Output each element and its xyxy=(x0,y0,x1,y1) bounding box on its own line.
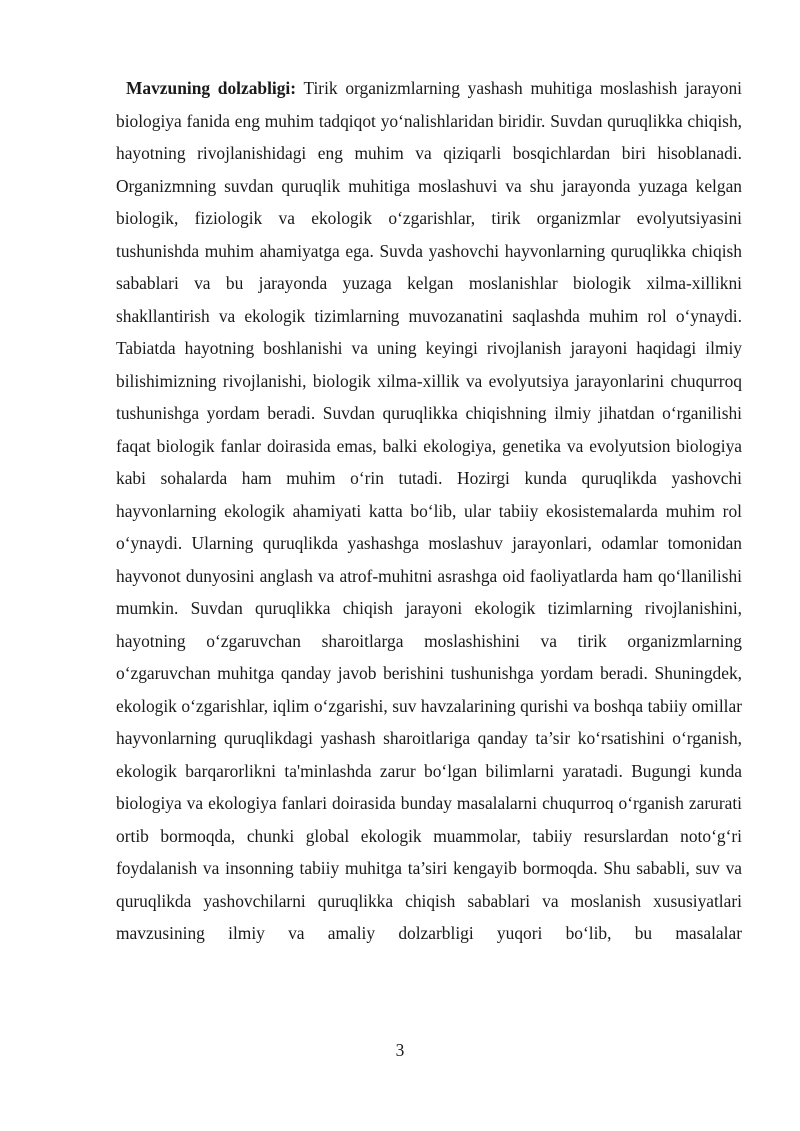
section-lead: Mavzuning dolzabligi: xyxy=(126,78,297,98)
body-paragraph xyxy=(116,72,742,950)
page-number: 3 xyxy=(395,1040,405,1060)
paragraph-text: Tirik organizmlarning yashash muhitiga moslashish jarayoni biologiya fanida eng muhim tadqiqot yo‘nalishlaridan biridir. Suvdan quruqlikka chiqish, hayotning rivojlanishidagi eng muhim va qiziqarli bosqichlardan biri hisoblanadi. Organizmning suvdan quruqlik muhitiga moslashuvi va shu jarayonda yuzaga kelgan biologik, fiziologik va ekologik o‘zgarishlar, tirik organizmlar evolyutsiyasini tushunishda muhim ahamiyatga ega. Suvda yashovchi hayvonlarning quruqlikka chiqish sabablari va bu jarayonda yuzaga kelgan moslanishlar biologik xilma-xillikni shakllantirish va ekologik tizimlarning muvozanatini saqlashda muhim rol o‘ynaydi. Tabiatda hayotning boshlanishi va uning keyingi rivojlanish jarayoni haqidagi ilmiy bilishimizning rivojlanishi, biologik xilma-xillik va evolyutsiya jarayonlarini chuqurroq tushunishga yordam beradi. Suvdan quruqlikka chiqishning ilmiy jihatdan o‘rganilishi faqat biologik fanlar doirasida emas, balki ekologiya, genetika va evolyutsion biologiya kabi sohalarda ham muhim o‘rin tutadi. Hozirgi kunda quruqlikda yashovchi hayvonlarning ekologik ahamiyati katta bo‘lib, ular tabiiy ekosistemalarda muhim rol o‘ynaydi. Ularning quruqlikda yashashga moslashuv jarayonlari, odamlar tomonidan hayvonot dunyosini anglash va atrof-muhitni asrashga oid faoliyatlarda ham qo‘llanilishi mumkin. Suvdan quruqlikka chiqish jarayoni ekologik tizimlarning rivojlanishini, hayotning o‘zgaruvchan sharoitlarga moslashishini va tirik organizmlarning o‘zgaruvchan muhitga qanday javob berishini tushunishga yordam beradi. Shuningdek, ekologik o‘zgarishlar, iqlim o‘zgarishi, suv havzalarining qurishi va boshqa tabiiy omillar hayvonlarning quruqlikdagi yashash sharoitlariga qanday ta’sir ko‘rsatishini o‘rganish, ekologik barqarorlikni ta'minlashda zarur bo‘lgan bilimlarni yaratadi. Bugungi kunda biologiya va ekologiya fanlari doirasida bunday masalalarni chuqurroq o‘rganish zarurati ortib bormoqda, chunki global ekologik muammolar, tabiiy resurslardan noto‘g‘ri foydalanish va insonning tabiiy muhitga ta’siri kengayib bormoqda. Shu sababli, suv va quruqlikda yashovchilarni quruqlikka chiqish sabablari va moslanish xususiyatlari mavzusining ilmiy va amaliy dolzarbligi yuqori bo‘lib, bu masalalar xyxy=(116,78,742,943)
